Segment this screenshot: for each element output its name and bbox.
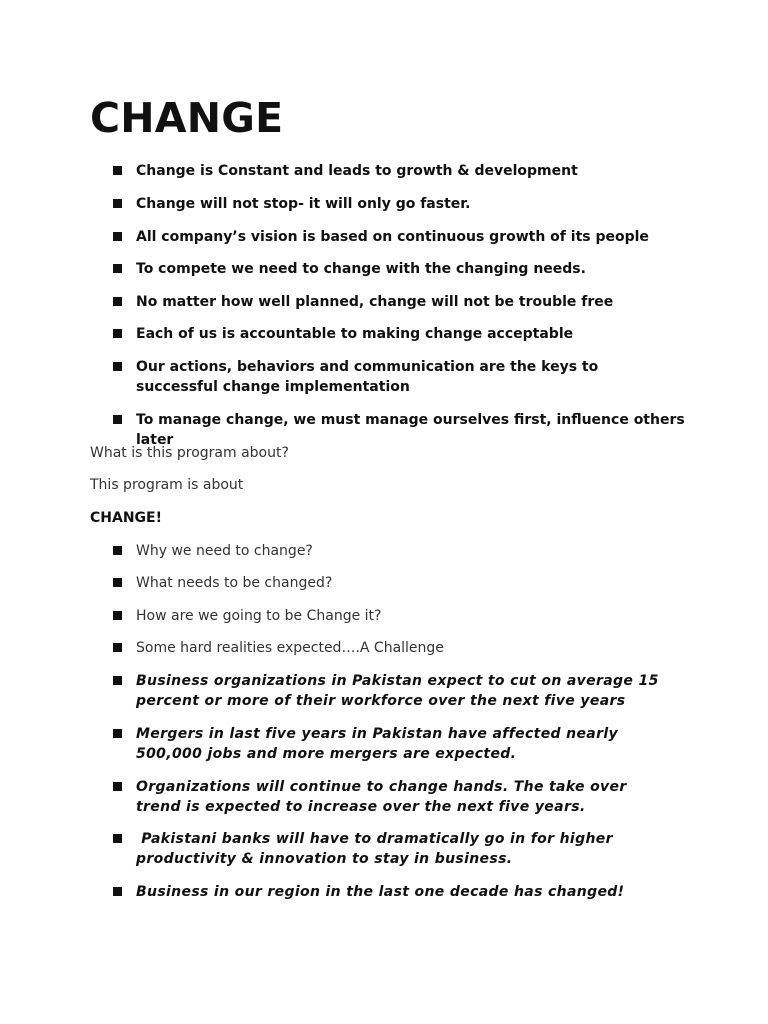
square-bullet-icon <box>113 729 122 738</box>
list-item-text: Change will not stop- it will only go faster. <box>136 196 471 212</box>
list-item-text: Some hard realities expected….A Challenge <box>136 640 444 656</box>
square-bullet-icon <box>113 297 122 306</box>
list-item-text: No matter how well planned, change will not be trouble free <box>136 294 614 310</box>
square-bullet-icon <box>113 611 122 620</box>
list-item-text: Why we need to change? <box>136 543 313 559</box>
list-item-text: To manage change, we must manage ourselves first, influence others later <box>136 412 685 448</box>
square-bullet-icon <box>113 578 122 587</box>
square-bullet-icon <box>113 362 122 371</box>
square-bullet-icon <box>113 264 122 273</box>
square-bullet-icon <box>113 199 122 208</box>
square-bullet-icon <box>113 782 122 791</box>
list-item-text: What needs to be changed? <box>136 575 333 591</box>
list-item-text: Change is Constant and leads to growth & development <box>136 163 578 179</box>
square-bullet-icon <box>113 546 122 555</box>
square-bullet-icon <box>113 329 122 338</box>
square-bullet-icon <box>113 887 122 896</box>
list-item-text: Our actions, behaviors and communication are the keys to successful change implementation <box>136 359 599 395</box>
square-bullet-icon <box>113 232 122 241</box>
change-heading: CHANGE! <box>90 510 162 526</box>
square-bullet-icon <box>113 166 122 175</box>
list-item-text: Organizations will continue to change hands. The take over trend is expected to increase over the next five years. <box>136 779 627 815</box>
list-item-text: All company’s vision is based on continuous growth of its people <box>136 229 649 245</box>
list-item-text: Each of us is accountable to making change acceptable <box>136 326 574 342</box>
list-item-text: Business in our region in the last one decade has changed! <box>136 884 625 900</box>
list-item-text: To compete we need to change with the changing needs. <box>136 261 586 277</box>
program-question: What is this program about? <box>90 445 289 461</box>
square-bullet-icon <box>113 676 122 685</box>
program-intro: This program is about <box>90 477 244 493</box>
list-item-text: Mergers in last five years in Pakistan have affected nearly 500,000 jobs and more mergers are expected. <box>136 726 618 762</box>
square-bullet-icon <box>113 643 122 652</box>
square-bullet-icon <box>113 834 122 843</box>
square-bullet-icon <box>113 415 122 424</box>
list-item-text: Business organizations in Pakistan expect to cut on average 15 percent or more of their workforce over the next five years <box>136 673 659 709</box>
list-item-text: How are we going to be Change it? <box>136 608 382 624</box>
list-item-text: Pakistani banks will have to dramatically go in for higher productivity & innovation to stay in business. <box>136 831 619 867</box>
page-title: CHANGE <box>90 94 284 142</box>
